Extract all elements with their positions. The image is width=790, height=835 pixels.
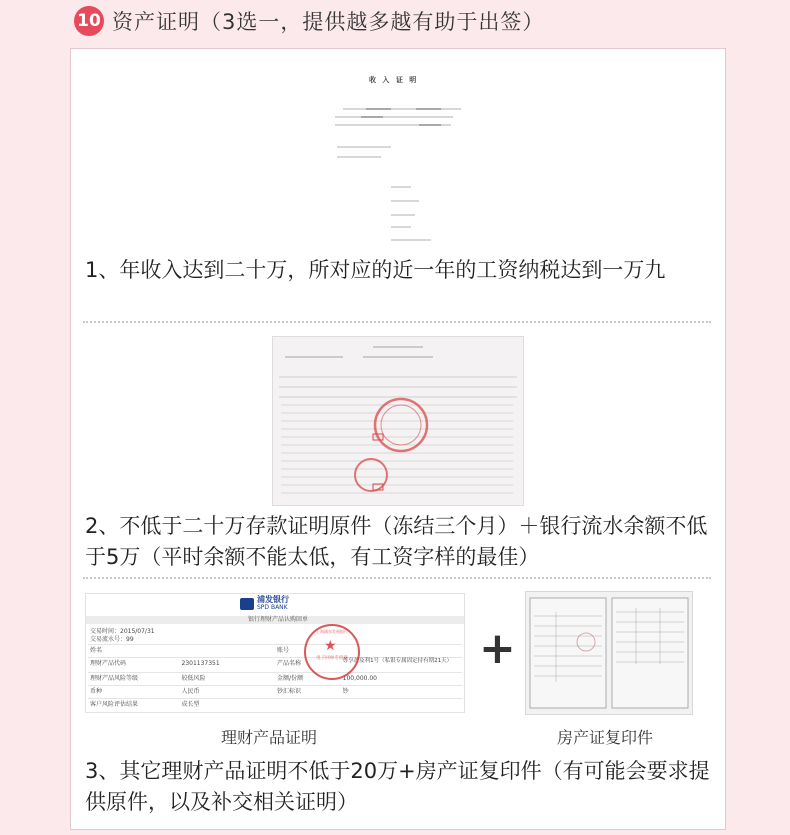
section2-description: 2、不低于二十万存款证明原件（冻结三个月）＋银行流水余额不低于5万（平时余额不能太低，有工资字样的最佳） xyxy=(85,514,708,569)
property-certificate-image xyxy=(525,591,693,715)
caption-property-certificate: 房产证复印件 xyxy=(557,728,654,747)
receipt-title: 银行理财产品认购回单 xyxy=(247,616,308,623)
bank-logo xyxy=(240,596,289,612)
red-seal-small xyxy=(355,459,387,491)
section-header xyxy=(74,4,544,38)
receipt-title-bar xyxy=(86,616,464,624)
certificate-text-lines xyxy=(321,67,471,257)
caption-wealth-product: 理财产品证明 xyxy=(221,728,318,747)
receipt-row: 币种 人民币 钞汇标识 钞 xyxy=(88,685,462,698)
bank-stamp xyxy=(304,624,360,680)
stamp-subtext: 电子回单专用章 xyxy=(316,656,348,661)
receipt-row: 理财产品代码 2301137351 产品名称 尊享盈及利1号（私银专属固定持有期21天） xyxy=(88,657,462,672)
receipt-row: 客户风险评估结果 成长型 xyxy=(88,698,462,711)
section1-description: 1、年收入达到二十万，所对应的近一年的工资纳税达到一万九 xyxy=(85,258,666,282)
section3-description: 3、其它理财产品证明不低于20万+房产证复印件（有可能会要求提供原件，以及补交相关证明） xyxy=(85,759,710,814)
bank-name-en: SPD BANK xyxy=(257,604,288,611)
bank-name: 浦发银行 xyxy=(257,595,289,604)
red-seal-large xyxy=(375,399,427,451)
receipt-row: 姓名 账号 xyxy=(88,644,462,657)
bank-statement-image xyxy=(272,336,524,506)
content-panel xyxy=(70,48,726,830)
divider-2 xyxy=(83,577,711,579)
receipt-row: 理财产品风险等级 较低风险 金额/份额 100,000.00 xyxy=(88,672,462,685)
plus-sign: + xyxy=(479,623,516,674)
divider-1 xyxy=(83,321,711,323)
spd-logo-icon xyxy=(240,598,254,610)
number-badge: 10 xyxy=(74,6,104,36)
certificate-title: 收 入 证 明 xyxy=(369,76,419,84)
property-doc-lines xyxy=(526,592,692,714)
stamp-text: 上海浦东发展银行 xyxy=(316,629,348,634)
trade-time: 交易时间：2015/07/31 xyxy=(90,628,155,635)
section-title: 资产证明（3选一，提供越多越有助于出签） xyxy=(112,10,545,34)
statement-table-lines xyxy=(273,337,523,505)
star-icon: ★ xyxy=(324,638,337,654)
income-certificate-image xyxy=(321,67,471,257)
serial-number: 交易流水号：99 xyxy=(90,636,134,643)
wealth-product-receipt-image xyxy=(85,593,465,713)
receipt-table xyxy=(88,644,462,711)
